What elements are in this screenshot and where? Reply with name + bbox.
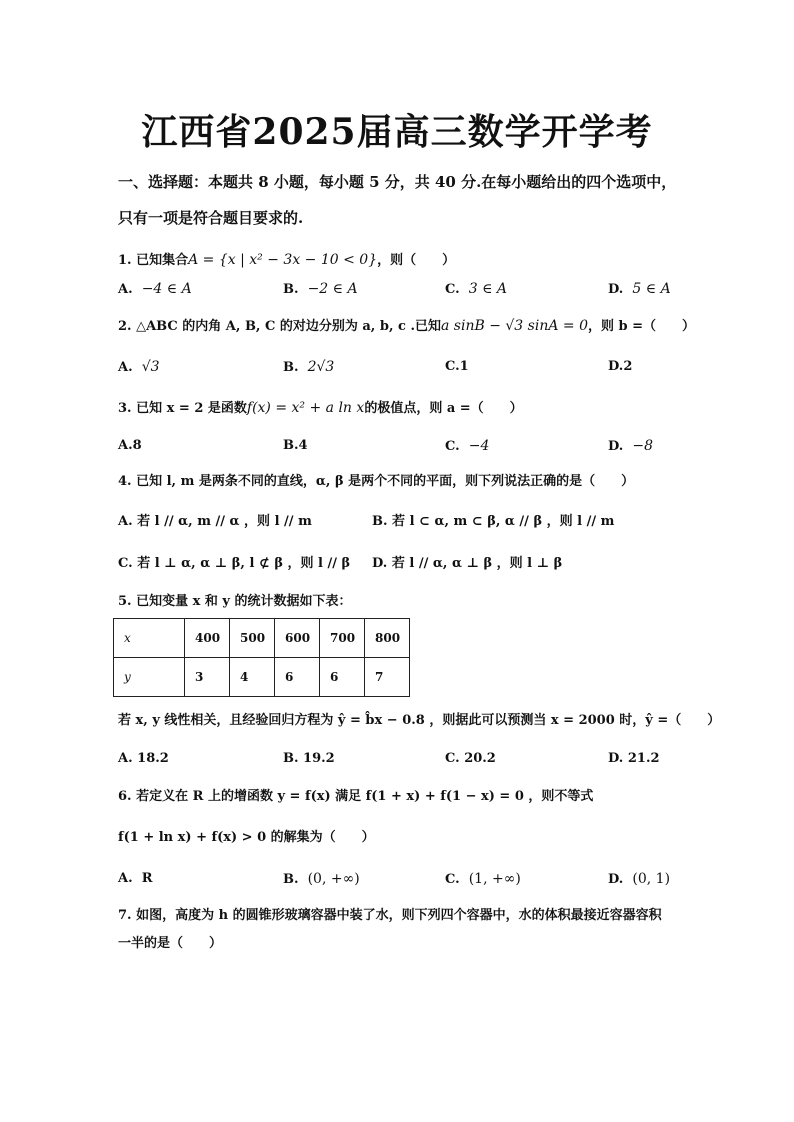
question-3-tail: 的极值点，则 a =（ ） (364, 401, 523, 416)
q3-option-c: C. −4 (445, 438, 490, 454)
question-2-tail: ，则 b =（ ） (587, 319, 696, 334)
q3-option-d: D. −8 (608, 438, 654, 454)
question-7: 7. 如图，高度为 h 的圆锥形玻璃容器中装了水，则下列四个容器中，水的体积最接近容器容积 (118, 908, 662, 923)
q3-option-a: A.8 (118, 438, 142, 453)
question-1-text: 1. 已知集合 (118, 253, 189, 268)
question-2 (118, 316, 696, 337)
q6-option-d: D. (0, 1) (608, 871, 671, 887)
q5-option-b: B. 19.2 (283, 751, 335, 766)
section-heading-line2: 只有一项是符合题目要求的. (118, 209, 304, 227)
table-cell: 500 (230, 619, 275, 658)
q1-option-a: A. −4 ∈ A (118, 281, 192, 297)
question-2-text: 2. △ABC 的内角 A, B, C 的对边分别为 a, b, c .已知 (118, 319, 441, 334)
q6-option-b: B. (0, +∞) (283, 871, 360, 887)
table-row (114, 619, 410, 658)
q2-option-c: C.1 (445, 359, 469, 374)
q4-option-b: B. 若 l ⊂ α, m ⊂ β, α // β ，则 l // m (372, 514, 615, 529)
question-1 (118, 250, 678, 271)
question-1-tail: ，则（ ） (377, 253, 456, 268)
table-row-label: x (114, 619, 185, 658)
q1-option-c: C. 3 ∈ A (445, 281, 507, 297)
q2-option-b: B. 2√3 (283, 359, 335, 375)
table-row (114, 658, 410, 697)
question-6-line2: f(1 + ln x) + f(x) > 0 的解集为（ ） (118, 830, 375, 845)
page-title: 江西省2025届高三数学开学考 (141, 111, 653, 153)
q5-option-a: A. 18.2 (118, 751, 169, 766)
question-3 (118, 398, 678, 419)
table-row-label: y (114, 658, 185, 697)
question-3-math: f(x) = x² + a ln x (246, 400, 365, 416)
q1-option-d: D. 5 ∈ A (608, 281, 671, 297)
question-6: 6. 若定义在 R 上的增函数 y = f(x) 满足 f(1 + x) + f(1 − x) = 0 ，则不等式 (118, 789, 594, 804)
table-cell: 700 (320, 619, 365, 658)
question-1-math: A = {x | x² − 3x − 10 < 0} (188, 252, 378, 268)
q4-option-d: D. 若 l // α, α ⊥ β ，则 l ⊥ β (372, 556, 563, 571)
q5-option-c: C. 20.2 (445, 751, 496, 766)
table-cell: 6 (275, 658, 320, 697)
table-cell: 400 (185, 619, 230, 658)
table-cell: 7 (365, 658, 410, 697)
question-5: 5. 已知变量 x 和 y 的统计数据如下表： (118, 594, 352, 609)
question-4: 4. 已知 l, m 是两条不同的直线，α, β 是两个不同的平面，则下列说法正确的是（ ） (118, 474, 635, 489)
section-heading-line1: 一、选择题：本题共 8 小题，每小题 5 分，共 40 分.在每小题给出的四个选项中， (118, 173, 677, 191)
question-3-text: 3. 已知 x = 2 是函数 (118, 401, 247, 416)
table-cell: 3 (185, 658, 230, 697)
q5-option-d: D. 21.2 (608, 751, 660, 766)
q4-option-a: A. 若 l // α, m // α ，则 l // m (118, 514, 312, 529)
question-2-math: a sinB − √3 sinA = 0 (440, 318, 588, 334)
q6-option-a: A. R (118, 871, 153, 886)
table-cell: 600 (275, 619, 320, 658)
table-cell: 800 (365, 619, 410, 658)
q6-option-c: C. (1, +∞) (445, 871, 521, 887)
q4-option-c: C. 若 l ⊥ α, α ⊥ β, l ⊄ β ，则 l // β (118, 556, 351, 571)
q2-option-a: A. √3 (118, 359, 160, 375)
question-7-line2: 一半的是（ ） (118, 936, 223, 951)
table-cell: 6 (320, 658, 365, 697)
q1-option-b: B. −2 ∈ A (283, 281, 358, 297)
q3-option-b: B.4 (283, 438, 308, 453)
table-cell: 4 (230, 658, 275, 697)
question-5-line2: 若 x, y 线性相关，且经验回归方程为 ŷ = b̂x − 0.8 ，则据此可以预测当 x = 2000 时，ŷ =（ ） (118, 713, 721, 728)
data-table (113, 618, 410, 697)
q2-option-d: D.2 (608, 359, 633, 374)
